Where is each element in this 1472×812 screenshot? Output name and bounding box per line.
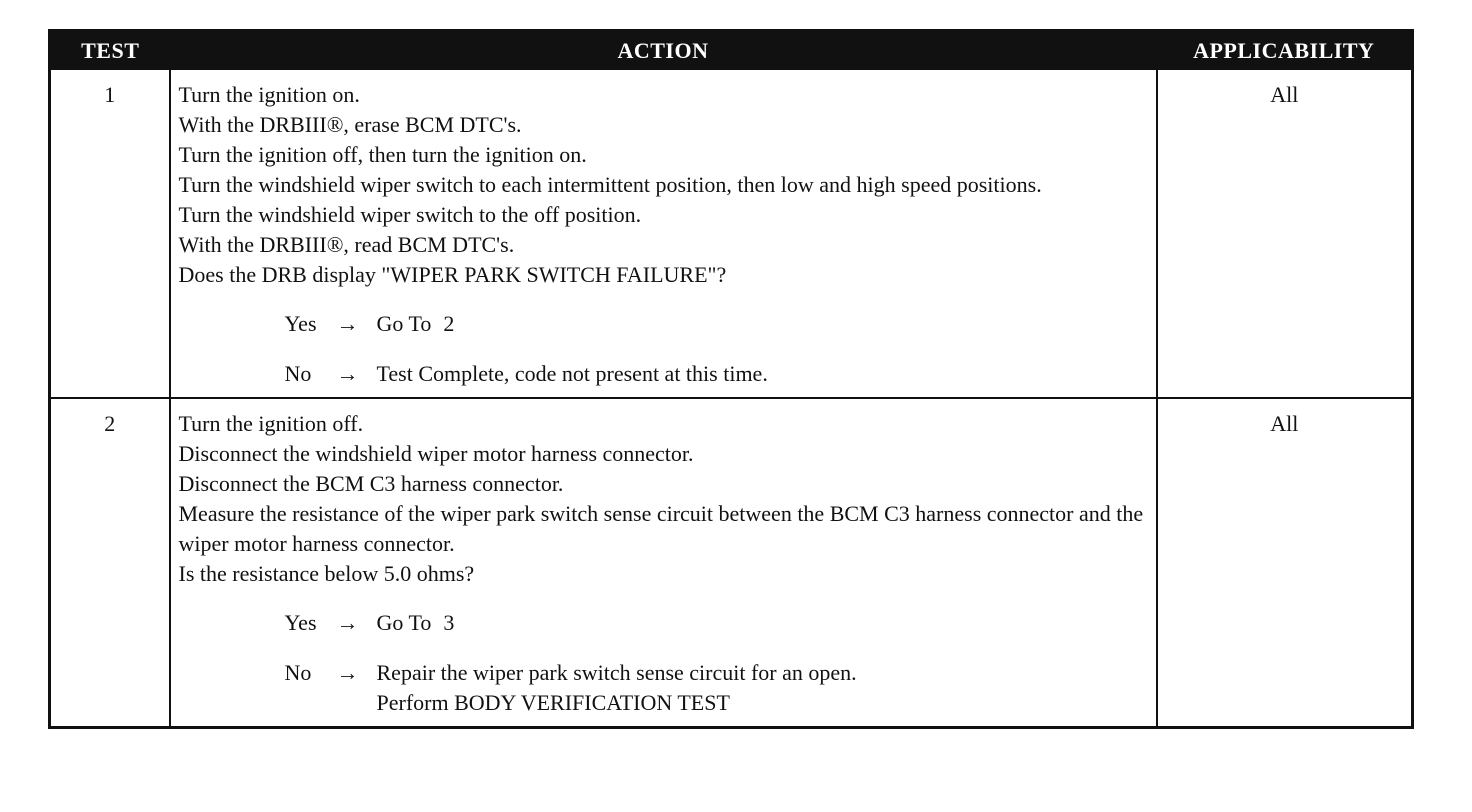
table-row	[50, 70, 1413, 398]
outcome-text	[377, 658, 1150, 718]
outcome-label: Yes	[284, 610, 317, 635]
goto-label: Go To	[376, 610, 432, 635]
outcome-text-line: Perform BODY VERIFICATION TEST	[376, 690, 730, 715]
instruction-line: Is the resistance below 5.0 ohms?	[178, 561, 475, 586]
right-arrow-icon: →	[336, 311, 359, 336]
right-arrow-icon: →	[336, 660, 359, 685]
outcome-yes	[285, 608, 1150, 638]
instruction-line: Turn the ignition off, then turn the ignition on.	[178, 142, 587, 167]
outcome-list	[285, 309, 1150, 389]
instruction-line: Turn the windshield wiper switch to each intermittent position, then low and high speed positions.	[178, 172, 1042, 197]
table-row	[50, 398, 1413, 728]
outcome-text	[377, 608, 1150, 638]
header-applicability: APPLICABILITY	[1157, 31, 1413, 71]
outcome-text	[377, 359, 1150, 389]
outcome-label: No	[284, 361, 312, 386]
action-cell	[170, 398, 1157, 728]
instruction-line: Turn the windshield wiper switch to the off position.	[178, 202, 642, 227]
goto-step-number: 3	[443, 610, 455, 635]
outcome-yes	[285, 309, 1150, 339]
instruction-line: Disconnect the windshield wiper motor harness connector.	[178, 441, 694, 466]
instruction-line: With the DRBIII®, erase BCM DTC's.	[178, 112, 522, 137]
instruction-line: With the DRBIII®, read BCM DTC's.	[178, 232, 515, 257]
action-cell	[170, 70, 1157, 398]
applicability-value: All	[1157, 70, 1413, 398]
test-number: 2	[104, 411, 116, 436]
instruction-line: Does the DRB display "WIPER PARK SWITCH FAILURE"?	[178, 262, 727, 287]
outcome-no	[285, 658, 1150, 718]
header-test: TEST	[50, 31, 170, 71]
goto-step-number: 2	[443, 311, 455, 336]
outcome-text-line: Test Complete, code not present at this time.	[376, 361, 768, 386]
outcome-label: Yes	[284, 311, 317, 336]
test-number: 1	[50, 70, 170, 398]
outcome-no	[285, 359, 1150, 389]
outcome-text	[377, 309, 1150, 339]
outcome-label: No	[284, 660, 312, 685]
diagnostic-test-table	[48, 29, 1414, 729]
right-arrow-icon: →	[336, 610, 359, 635]
instruction-line: Turn the ignition off.	[178, 411, 364, 436]
instruction-line: Measure the resistance of the wiper park switch sense circuit between the BCM C3 harness connector and the wiper motor harness connector.	[178, 501, 1144, 556]
instruction-line: Turn the ignition on.	[178, 82, 360, 107]
header-action: ACTION	[170, 31, 1157, 71]
goto-label: Go To	[376, 311, 432, 336]
right-arrow-icon: →	[336, 361, 359, 386]
instruction-line: Disconnect the BCM C3 harness connector.	[178, 471, 564, 496]
outcome-text-line: Repair the wiper park switch sense circuit for an open.	[376, 660, 857, 685]
table-header-row	[50, 31, 1413, 71]
applicability-value: All	[1270, 411, 1299, 436]
outcome-list	[285, 608, 1150, 718]
